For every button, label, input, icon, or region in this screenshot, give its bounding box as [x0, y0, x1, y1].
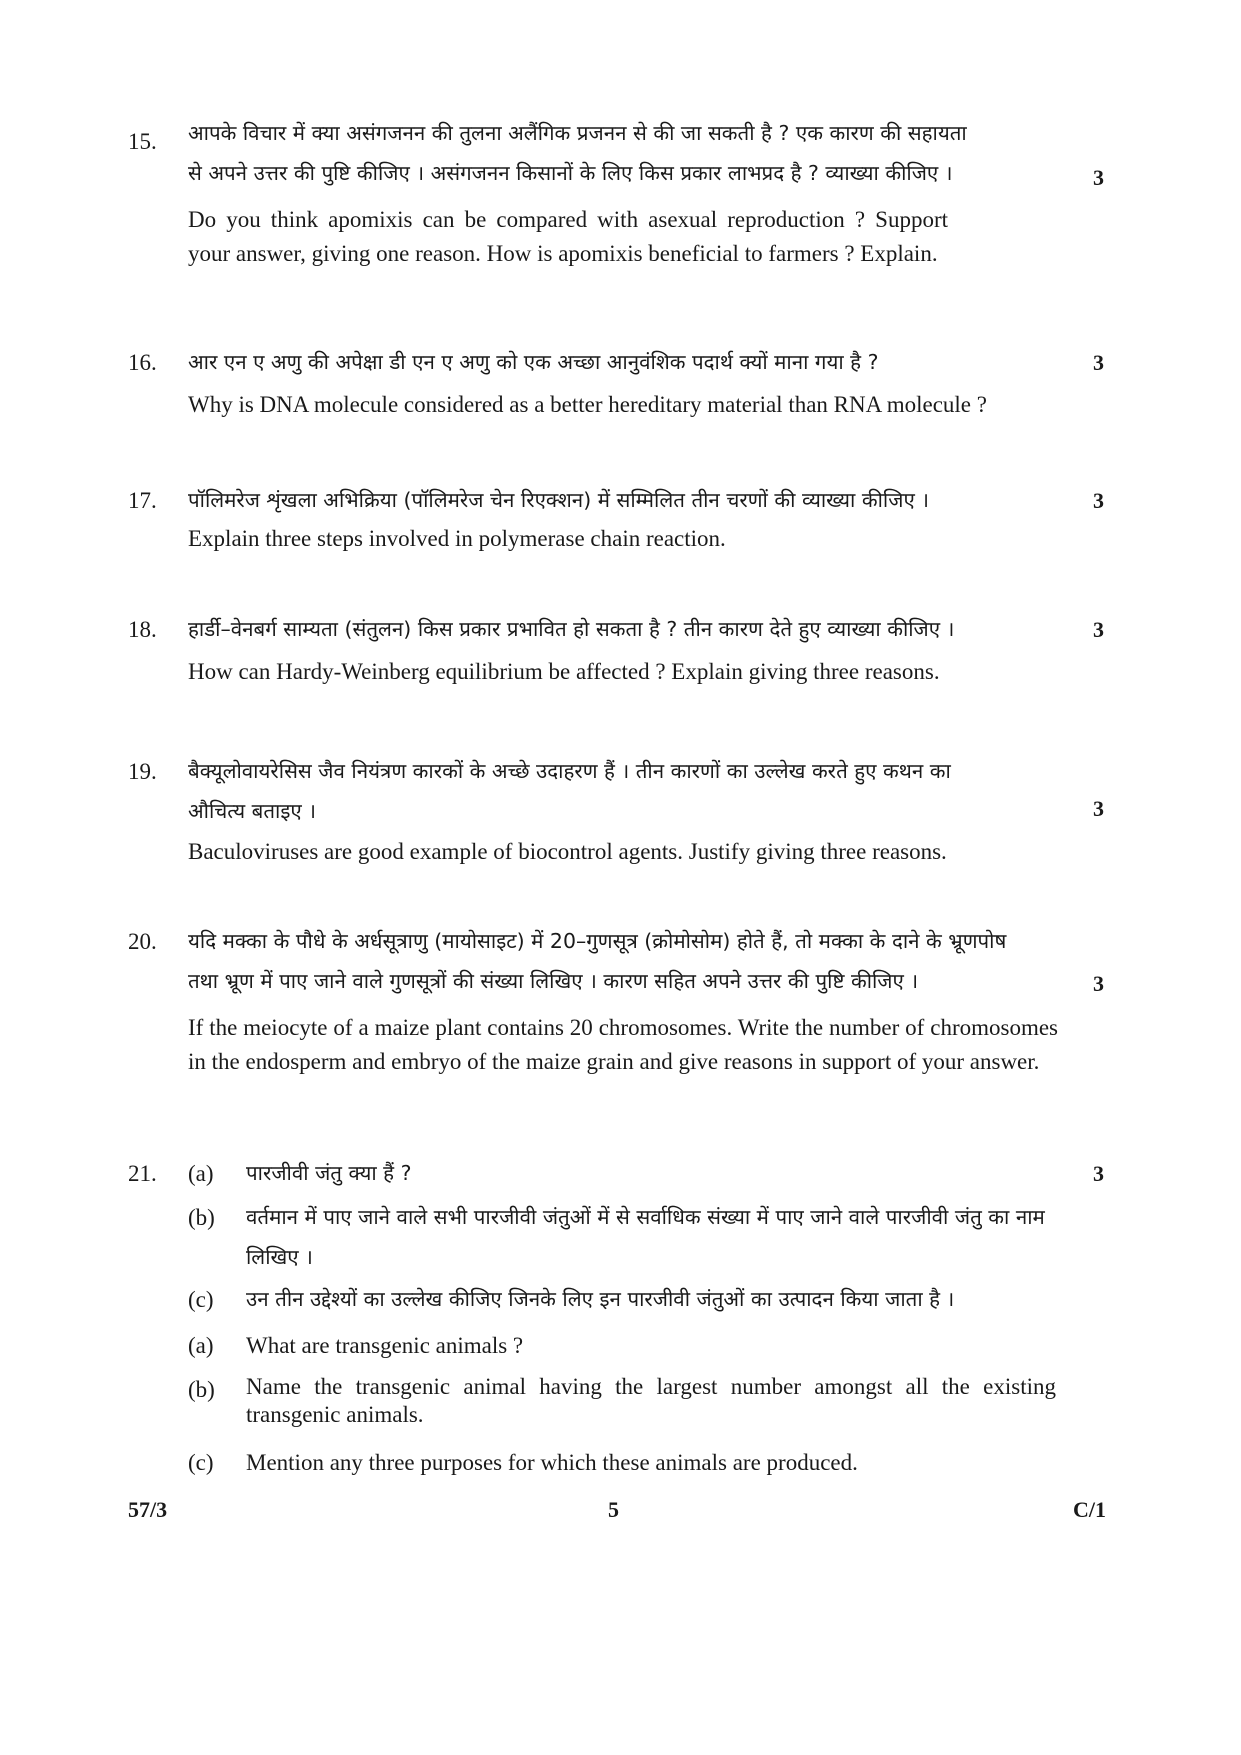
question-body — [188, 609, 1058, 689]
english-text: If the meiocyte of a maize plant contains 20 chromosomes. Write the number of chromosomes in the endosperm and embryo of the maize grain and give reasons in support of your answer. — [188, 1015, 1058, 1074]
question-body — [188, 921, 1058, 1079]
question-number: 15. — [128, 129, 157, 154]
set-code: C/1 — [1073, 1497, 1106, 1522]
english-text: How can Hardy-Weinberg equilibrium be affected ? Explain giving three reasons. — [188, 659, 940, 684]
sub-text: पारजीवी जंतु क्या हैं ? — [246, 1161, 412, 1185]
paper-code: 57/3 — [128, 1497, 168, 1522]
question-body — [188, 480, 1058, 556]
sub-text: उन तीन उद्देश्यों का उल्लेख कीजिए जिनके लिए इन पारजीवी जंतुओं का उत्पादन किया जाता है । — [246, 1287, 955, 1311]
marks: 3 — [1093, 1161, 1104, 1186]
question-number: 17. — [128, 488, 157, 513]
hindi-line: औचित्य बताइए । — [188, 799, 317, 823]
hindi-line: पॉलिमरेज शृंखला अभिक्रिया (पॉलिमरेज चेन रिएक्शन) में सम्मिलित तीन चरणों की व्याख्या कीजिए । — [188, 488, 930, 512]
marks: 3 — [1093, 617, 1104, 642]
hindi-line: आपके विचार में क्या असंगजनन की तुलना अलैंगिक प्रजनन से की जा सकती है ? एक कारण की सहायता — [188, 121, 967, 145]
english-text: Do you think apomixis can be compared with asexual reproduction ? Support your answer, giving one reason. How is apomixis beneficial to farmers ? Explain. — [188, 207, 948, 266]
hindi-line: हार्डी–वेनबर्ग साम्यता (संतुलन) किस प्रकार प्रभावित हो सकता है ? तीन कारण देते हुए व्याख्या कीजिए । — [188, 617, 955, 641]
question-number: 20. — [128, 929, 157, 954]
hindi-line: से अपने उत्तर की पुष्टि कीजिए । असंगजनन किसानों के लिए किस प्रकार लाभप्रद है ? व्याख्या कीजिए । — [188, 161, 953, 185]
sub-text: What are transgenic animals ? — [246, 1333, 524, 1358]
sub-label: (a) — [188, 1333, 214, 1358]
question-number: 16. — [128, 350, 157, 375]
question-body — [188, 342, 1058, 422]
sub-text: Mention any three purposes for which these animals are produced. — [246, 1450, 858, 1475]
hindi-line: बैक्यूलोवायरेसिस जैव नियंत्रण कारकों के अच्छे उदाहरण हैं । तीन कारणों का उल्लेख करते हुए कथन का — [188, 759, 951, 783]
sub-text: वर्तमान में पाए जाने वाले सभी पारजीवी जंतुओं में से सर्वाधिक संख्या में पाए जाने वाले पारजीवी जंतु का नाम लिखिए । — [246, 1205, 1045, 1269]
sub-label: (a) — [188, 1161, 214, 1186]
sub-label: (b) — [188, 1377, 215, 1402]
question-number: 19. — [128, 759, 157, 784]
marks: 3 — [1093, 971, 1104, 996]
hindi-line: यदि मक्का के पौधे के अर्धसूत्राणु (मायोसाइट) में 20–गुणसूत्र (क्रोमोसोम) होते हैं, तो मक्का के दाने के भ्रूणपोष — [188, 929, 1007, 953]
page-number: 5 — [608, 1497, 619, 1522]
sub-label: (c) — [188, 1287, 214, 1312]
sub-label: (b) — [188, 1205, 215, 1230]
marks: 3 — [1093, 796, 1104, 821]
hindi-line: आर एन ए अणु की अपेक्षा डी एन ए अणु को एक अच्छा आनुवंशिक पदार्थ क्यों माना गया है ? — [188, 350, 879, 374]
marks: 3 — [1093, 165, 1104, 190]
sub-label: (c) — [188, 1450, 214, 1475]
question-body — [188, 751, 1058, 869]
question-number: 18. — [128, 617, 157, 642]
hindi-line: तथा भ्रूण में पाए जाने वाले गुणसूत्रों की संख्या लिखिए । कारण सहित अपने उत्तर की पुष्टि कीजिए । — [188, 969, 919, 993]
marks: 3 — [1093, 350, 1104, 375]
english-text: Baculoviruses are good example of biocontrol agents. Justify giving three reasons. — [188, 839, 947, 864]
english-text: Why is DNA molecule considered as a better hereditary material than RNA molecule ? — [188, 392, 987, 417]
english-text: Explain three steps involved in polymerase chain reaction. — [188, 526, 726, 551]
question-body — [188, 113, 1058, 271]
marks: 3 — [1093, 488, 1104, 513]
question-number: 21. — [128, 1161, 157, 1186]
sub-text: Name the transgenic animal having the largest number amongst all the existing transgenic animals. — [246, 1374, 1056, 1427]
